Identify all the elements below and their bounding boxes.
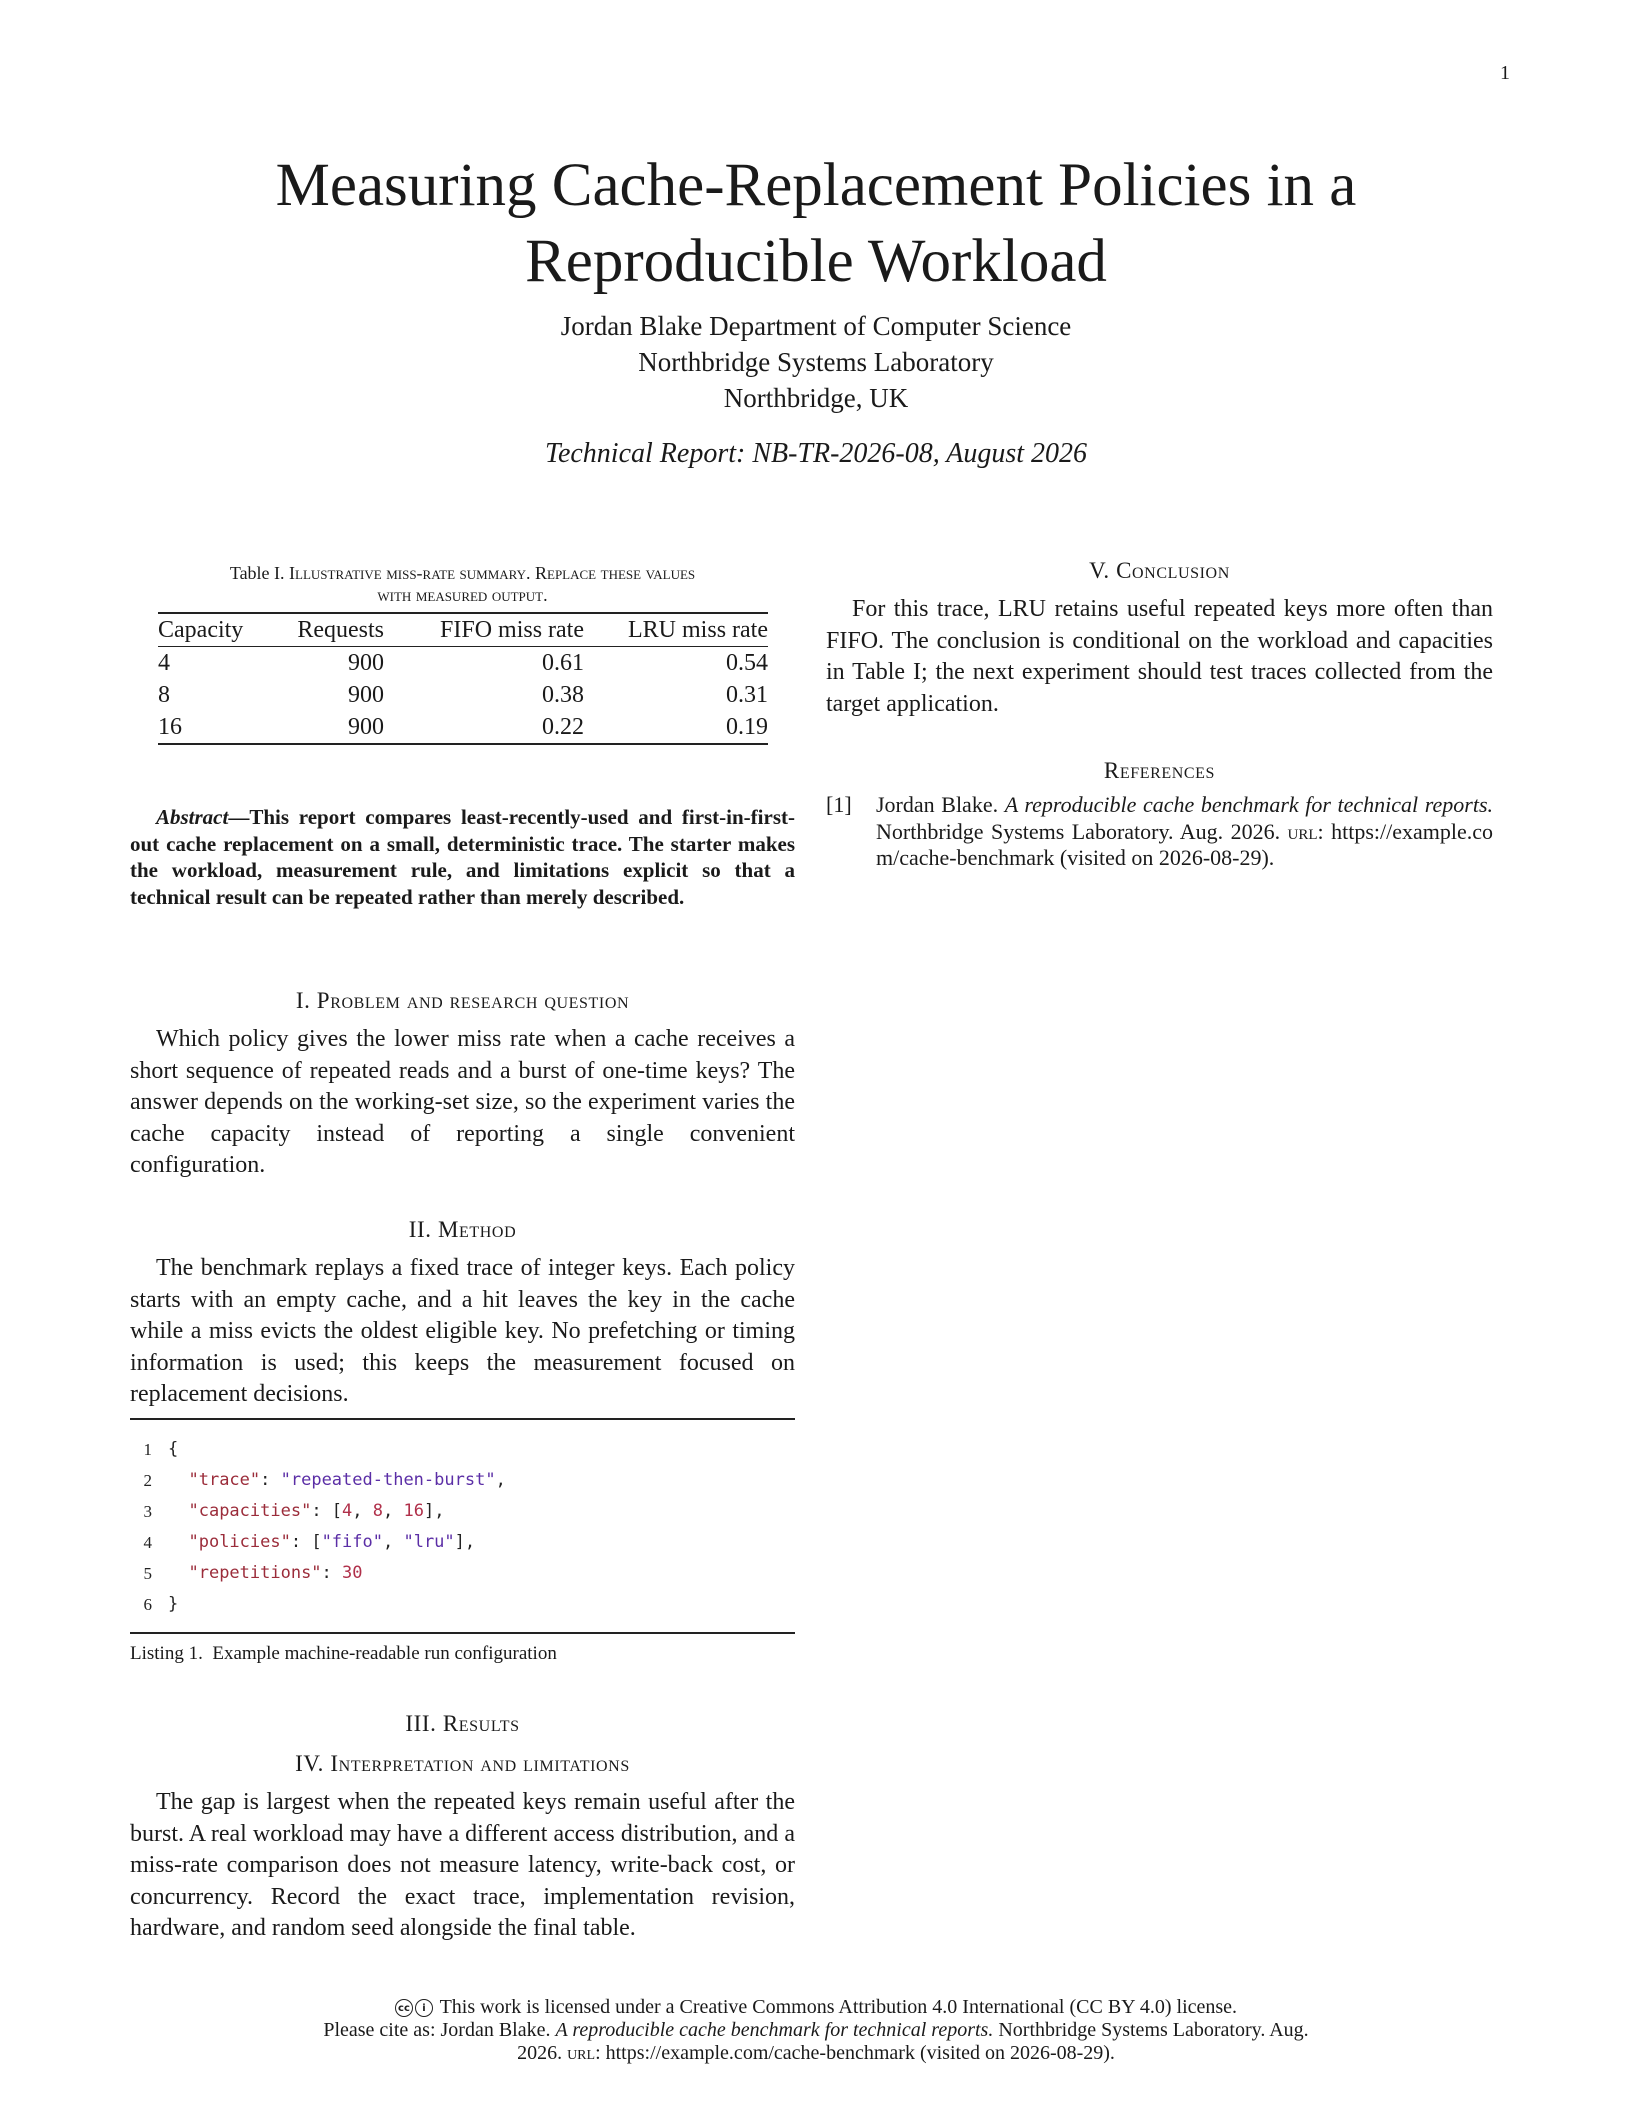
table-row: [158, 711, 768, 744]
table-header-row: [158, 613, 768, 647]
cite-year: 2026.: [517, 2042, 563, 2064]
section-3-heading: III. Results: [405, 1711, 520, 1736]
json-number: 4: [342, 1501, 353, 1521]
reference-visited: (visited on 2026-08-29).: [1059, 845, 1275, 870]
cc-icon: cc: [395, 1999, 413, 2017]
table-cell: 16: [158, 714, 182, 740]
cite-url-link[interactable]: https://example.com/cache-benchmark: [605, 2042, 915, 2064]
table-cell: 900: [348, 682, 384, 708]
json-key: "capacities": [188, 1501, 312, 1521]
title-line-1: Measuring Cache-Replacement Policies in a: [275, 152, 1357, 219]
table-cell: 0.31: [726, 682, 768, 708]
reference-item: [826, 792, 1493, 882]
reference-publisher: Northbridge Systems Laboratory. Aug. 2026.: [876, 818, 1281, 844]
json-string: "repeated-then-burst": [280, 1470, 496, 1490]
reference-url-link[interactable]: https://example.com/cache-benchmark: [876, 818, 1494, 870]
page-number: 1: [1500, 62, 1510, 84]
footer-line-2: [0, 2019, 1632, 2042]
table-row: [158, 647, 768, 680]
license-text: This work is licensed under a Creative Commons Attribution 4.0 International (CC BY 4.0) license.: [439, 1996, 1238, 2018]
json-number: 8: [372, 1501, 384, 1521]
author-block: [0, 308, 1632, 416]
table-cell: 4: [158, 650, 170, 676]
license-footer: [0, 1996, 1632, 2065]
reference-url-label: url: [1287, 818, 1318, 844]
abstract-label: Abstract: [156, 805, 229, 829]
table-caption: [130, 562, 795, 606]
cite-title: A reproducible cache benchmark for technical reports.: [555, 2019, 994, 2041]
json-key: "repetitions": [188, 1563, 322, 1583]
section-1-heading: I. Problem and research question: [295, 988, 630, 1013]
reference-text: Jordan Blake. A reproducible cache benchmark for technical reports. Northbridge Systems Laboratory. Aug. 2026. url: https://example.com/cache-benchmark (visited on 2026-08-29).: [876, 792, 1494, 870]
section-2-body: The benchmark replays a fixed trace of integer keys. Each policy starts with an empty cache, and a hit leaves the key in the cache while a miss evicts the oldest eligible key. No prefetching or timing information is used; this keeps the measurement focused on replacement decisions.: [130, 1255, 795, 1407]
table-cell: 0.19: [726, 714, 768, 740]
abstract-text: —This report compares least-recently-used and first-in-first-out cache replacement on a small, deterministic trace. The starter makes the workload, measurement rule, and limitations explicit so that a technical result can be repeated rather than merely described.: [130, 805, 795, 909]
header-lru: LRU miss rate: [628, 617, 768, 643]
code-text: }: [168, 1594, 179, 1614]
cite-prefix: Please cite as: Jordan Blake.: [323, 2019, 551, 2041]
cite-visited: (visited on 2026-08-29).: [919, 2042, 1115, 2064]
author-line-1: Jordan Blake Department of Computer Science: [560, 311, 1072, 341]
json-string: "fifo": [321, 1532, 383, 1552]
table-cell: 8: [158, 682, 170, 708]
code-listing: 1 { 2 "trace": "repeated-then-burst", 3 "capacities": [4, 8, 16], 4 "policies": ["fifo", "lru"], 5 "repetitions": 30 6 }: [130, 1418, 795, 1634]
line-number: 3: [143, 1502, 152, 1521]
references-heading: References: [1103, 758, 1216, 783]
line-number: 5: [143, 1564, 152, 1583]
table-caption-line-2: with measured output.: [377, 585, 548, 605]
section-4-body: The gap is largest when the repeated keys remain useful after the burst. A real workload may have a different access distribution, and a miss-rate comparison does not measure latency, write-back cost, or concurrency. Record the exact trace, implementation revision, hardware, and random seed alongside the final table.: [130, 1789, 795, 1941]
json-number: 30: [342, 1563, 363, 1583]
header-fifo: FIFO miss rate: [440, 617, 584, 643]
abstract: [130, 804, 795, 910]
reference-author: Jordan Blake.: [876, 792, 999, 817]
title-line-2: Reproducible Workload: [525, 228, 1107, 295]
line-number: 1: [143, 1440, 152, 1459]
listing-caption: Listing 1. Example machine-readable run configuration: [130, 1643, 557, 1664]
code-text: {: [168, 1439, 179, 1459]
miss-rate-table: [158, 612, 768, 745]
json-number: 16: [403, 1501, 424, 1521]
cite-rest: Northbridge Systems Laboratory. Aug.: [998, 2019, 1309, 2041]
table-cell: 0.61: [542, 650, 584, 676]
section-5-body: For this trace, LRU retains useful repeated keys more often than FIFO. The conclusion is conditional on the workload and capacities in Table I; the next experiment should test traces collected from the target application.: [826, 596, 1493, 717]
json-key: "policies": [188, 1532, 291, 1552]
reference-title: A reproducible cache benchmark for technical reports.: [1004, 792, 1494, 817]
cc-by-icon: i: [415, 1999, 433, 2017]
table-caption-prefix: Table I.: [229, 563, 285, 583]
author-line-3: Northbridge, UK: [723, 383, 909, 413]
line-number: 2: [143, 1471, 152, 1490]
table-cell: 900: [348, 650, 384, 676]
line-number: 4: [143, 1533, 152, 1552]
table-cell: 900: [348, 714, 384, 740]
reference-number: [1]: [826, 792, 852, 817]
paper-title: [0, 148, 1632, 300]
footer-line-1: [0, 1996, 1632, 2019]
cite-url-label: url: [567, 2042, 596, 2064]
footer-line-3: 2026. url: https://example.com/cache-benchmark (visited on 2026-08-29).: [517, 2042, 1115, 2064]
author-line-2: Northbridge Systems Laboratory: [638, 347, 994, 377]
table-caption-line-1: Illustrative miss-rate summary. Replace these values: [289, 563, 696, 583]
section-4-heading: IV. Interpretation and limitations: [295, 1751, 630, 1776]
header-requests: Requests: [297, 617, 384, 643]
table-cell: 0.38: [542, 682, 584, 708]
section-5-heading: V. Conclusion: [1089, 558, 1230, 583]
table-cell: 0.22: [542, 714, 584, 740]
section-2-heading: II. Method: [408, 1217, 517, 1242]
json-string: "lru": [403, 1532, 455, 1552]
header-capacity: Capacity: [158, 617, 244, 643]
section-1-body: Which policy gives the lower miss rate when a cache receives a short sequence of repeated reads and a burst of one-time keys? The answer depends on the working-set size, so the experiment varies the cache capacity instead of reporting a single convenient configuration.: [130, 1026, 795, 1178]
line-number: 6: [143, 1595, 152, 1614]
summary-table-wrap: [158, 612, 768, 745]
table-cell: 0.54: [726, 650, 768, 676]
report-number: Technical Report: NB-TR-2026-08, August 2026: [544, 438, 1088, 469]
json-key: "trace": [188, 1470, 261, 1490]
table-row: [158, 679, 768, 711]
